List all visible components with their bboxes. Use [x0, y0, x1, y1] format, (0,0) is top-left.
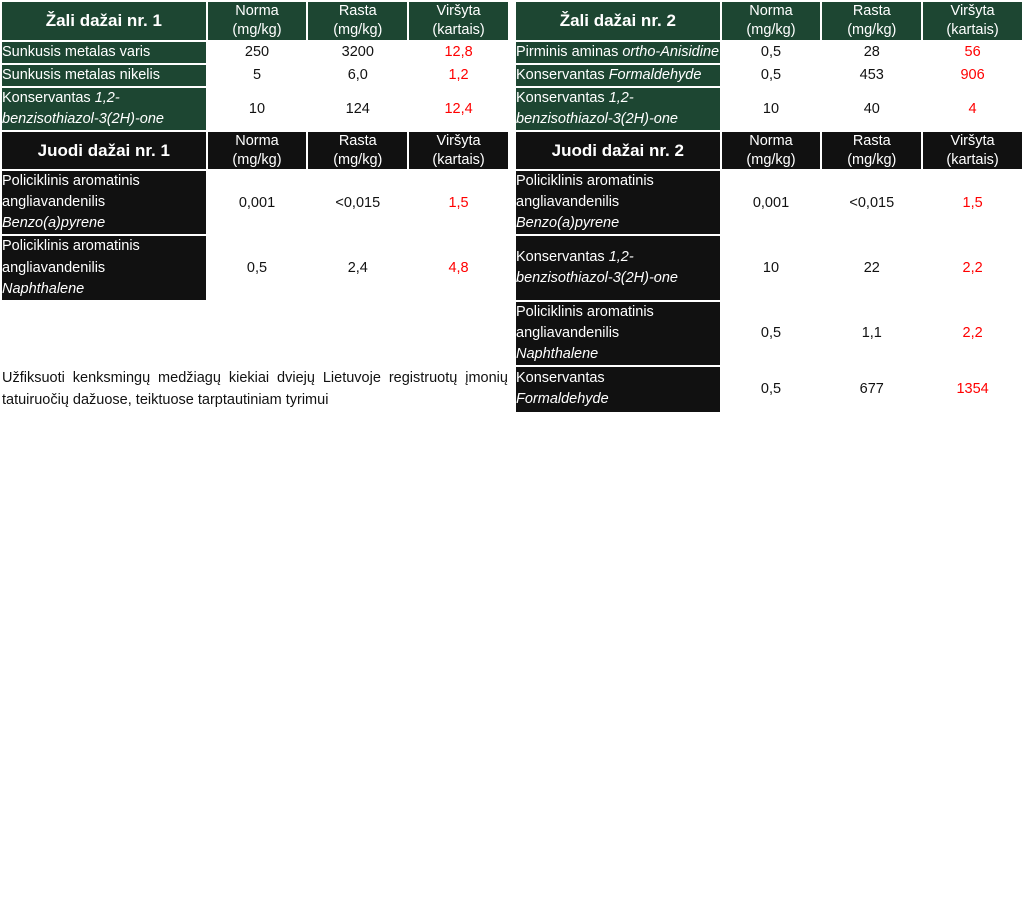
column-header-norma-line1: Norma: [235, 3, 279, 19]
column-header-norma-3-line2: (mg/kg): [232, 151, 282, 168]
value-norma: 0,5: [721, 41, 822, 64]
value-rasta: 40: [821, 87, 922, 131]
substance-name-italic: ortho-Anisidine: [622, 43, 720, 60]
substance-name-text: Konservantas: [516, 66, 609, 83]
value-virsyta: 2,2: [922, 301, 1023, 366]
table-row: [1, 170, 1023, 235]
value-virsyta: 4: [922, 87, 1023, 131]
value-rasta: 124: [307, 87, 408, 131]
empty-cell: [307, 301, 408, 366]
value-virsyta: 1354: [922, 366, 1023, 413]
value-virsyta: 1,2: [408, 64, 509, 87]
column-header-rasta-2-line1: Rasta: [852, 3, 891, 19]
substance-name-text: Policiklinis aromatinis angliavandenilis: [516, 303, 654, 341]
substance-name-text: Policiklinis aromatinis angliavandenilis: [2, 173, 140, 211]
substance-name-text: Policiklinis aromatinis angliavandenilis: [2, 238, 140, 276]
substance-name-text: Sunkusis metalas varis: [2, 43, 151, 60]
column-header-norma-3: [207, 131, 308, 171]
empty-cell: [408, 301, 509, 366]
substance-name: [1, 87, 207, 131]
empty-cell: [207, 301, 308, 366]
value-rasta: 1,1: [821, 301, 922, 366]
table-row: [1, 366, 1023, 413]
value-rasta: 22: [821, 235, 922, 300]
value-rasta: 677: [821, 366, 922, 413]
substance-name: [515, 301, 721, 366]
column-header-norma-3-line1: Norma: [235, 132, 279, 149]
value-norma: 250: [207, 41, 308, 64]
substance-name-text: Konservantas: [2, 89, 95, 106]
substance-name-text: Konservantas: [516, 248, 609, 265]
column-header-norma: [207, 1, 308, 41]
substance-name: [1, 64, 207, 87]
value-norma: 0,001: [721, 170, 822, 235]
value-virsyta: 906: [922, 64, 1023, 87]
substance-name: [1, 170, 207, 235]
column-header-virsyta-line2: (kartais): [432, 21, 485, 38]
column-header-norma-4-line1: Norma: [749, 132, 793, 149]
value-rasta: 6,0: [307, 64, 408, 87]
caption-text: Užfiksuoti kenksmingų medžiagų kiekiai dviejų Lietuvoje registruotų įmonių tatuiruočių dažuose, teiktuose tarptautiniam tyrimui: [1, 366, 509, 413]
column-header-norma-2-line2: (mg/kg): [746, 21, 796, 38]
value-rasta: 2,4: [307, 235, 408, 300]
column-header-rasta-3: [307, 131, 408, 171]
column-header-virsyta-4-line1: Viršyta: [950, 132, 995, 149]
column-header-rasta-2-line2: (mg/kg): [847, 21, 897, 38]
substance-name-italic: Formaldehyde: [516, 391, 609, 408]
value-rasta: <0,015: [307, 170, 408, 235]
table-row: [1, 41, 1023, 64]
substance-name-italic: Naphthalene: [2, 280, 85, 297]
substance-name-italic: 1,2-benzisothiazol-3(2H)-one: [516, 248, 678, 286]
substance-name: [515, 235, 721, 300]
value-norma: 0,5: [721, 366, 822, 413]
column-header-norma-line2: (mg/kg): [232, 21, 282, 38]
column-header-rasta: [307, 1, 408, 41]
value-rasta: 3200: [307, 41, 408, 64]
value-virsyta: 12,8: [408, 41, 509, 64]
block-title-green-1: Žali dažai nr. 1: [1, 1, 207, 41]
substance-name: [1, 235, 207, 300]
column-header-norma-4: [721, 131, 822, 171]
column-header-rasta-2: [821, 1, 922, 41]
substance-name-text: Policiklinis aromatinis angliavandenilis: [516, 173, 654, 211]
value-virsyta: 56: [922, 41, 1023, 64]
substance-name: [515, 170, 721, 235]
value-norma: 5: [207, 64, 308, 87]
column-header-virsyta-4: [922, 131, 1023, 171]
table-row: [1, 64, 1023, 87]
value-virsyta: 1,5: [922, 170, 1023, 235]
value-norma: 10: [721, 235, 822, 300]
substance-name-italic: Benzo(a)pyrene: [2, 215, 106, 232]
substance-name-text: Pirminis aminas: [516, 43, 623, 60]
substance-name-italic: 1,2-benzisothiazol-3(2H)-one: [516, 89, 678, 127]
value-virsyta: 2,2: [922, 235, 1023, 300]
substance-name: [515, 64, 721, 87]
column-header-rasta-line2: (mg/kg): [333, 21, 383, 38]
substance-name-italic: 1,2-benzisothiazol-3(2H)-one: [2, 89, 164, 127]
table-row: [1, 87, 1023, 131]
value-norma: 10: [721, 87, 822, 131]
value-norma: 0,5: [721, 301, 822, 366]
table-row: [1, 301, 1023, 366]
column-header-virsyta-2-line2: (kartais): [946, 21, 999, 38]
value-rasta: <0,015: [821, 170, 922, 235]
column-header-virsyta-4-line2: (kartais): [946, 151, 999, 168]
substance-name: [1, 41, 207, 64]
column-header-rasta-4: [821, 131, 922, 171]
column-header-virsyta-3-line1: Viršyta: [436, 132, 481, 149]
column-header-virsyta-2: [922, 1, 1023, 41]
column-header-rasta-3-line1: Rasta: [338, 132, 377, 149]
column-header-norma-2: [721, 1, 822, 41]
column-header-norma-2-line1: Norma: [749, 3, 793, 19]
value-norma: 10: [207, 87, 308, 131]
column-header-virsyta-3-line2: (kartais): [432, 151, 485, 168]
column-header-rasta-3-line2: (mg/kg): [333, 151, 383, 168]
column-header-virsyta-2-line1: Viršyta: [950, 3, 995, 19]
empty-cell: [1, 301, 207, 366]
substance-name: [515, 87, 721, 131]
block-title-black-2: Juodi dažai nr. 2: [515, 131, 721, 171]
value-virsyta: 4,8: [408, 235, 509, 300]
block-title-black-1: Juodi dažai nr. 1: [1, 131, 207, 171]
value-norma: 0,001: [207, 170, 308, 235]
substance-name-text: Sunkusis metalas nikelis: [2, 66, 160, 83]
column-header-virsyta-3: [408, 131, 509, 171]
column-header-virsyta: [408, 1, 509, 41]
table-row: [1, 235, 1023, 300]
substance-name-italic: Benzo(a)pyrene: [516, 215, 620, 232]
value-rasta: 28: [821, 41, 922, 64]
table-header-row-green: [1, 1, 1023, 41]
value-virsyta: 1,5: [408, 170, 509, 235]
substance-name-italic: Naphthalene: [516, 345, 599, 362]
column-header-rasta-line1: Rasta: [338, 3, 377, 19]
substance-name: [515, 41, 721, 64]
column-header-rasta-4-line1: Rasta: [852, 132, 891, 149]
column-header-virsyta-line1: Viršyta: [436, 3, 481, 19]
column-header-rasta-4-line2: (mg/kg): [847, 151, 897, 168]
column-header-norma-4-line2: (mg/kg): [746, 151, 796, 168]
substance-name-text: Konservantas: [516, 370, 605, 387]
substance-name-italic: Formaldehyde: [608, 66, 702, 83]
data-table: [0, 0, 1024, 414]
block-title-green-2: Žali dažai nr. 2: [515, 1, 721, 41]
substance-name-text: Konservantas: [516, 89, 609, 106]
value-virsyta: 12,4: [408, 87, 509, 131]
value-norma: 0,5: [721, 64, 822, 87]
value-rasta: 453: [821, 64, 922, 87]
table-header-row-black: [1, 131, 1023, 171]
value-norma: 0,5: [207, 235, 308, 300]
substance-name: [515, 366, 721, 413]
